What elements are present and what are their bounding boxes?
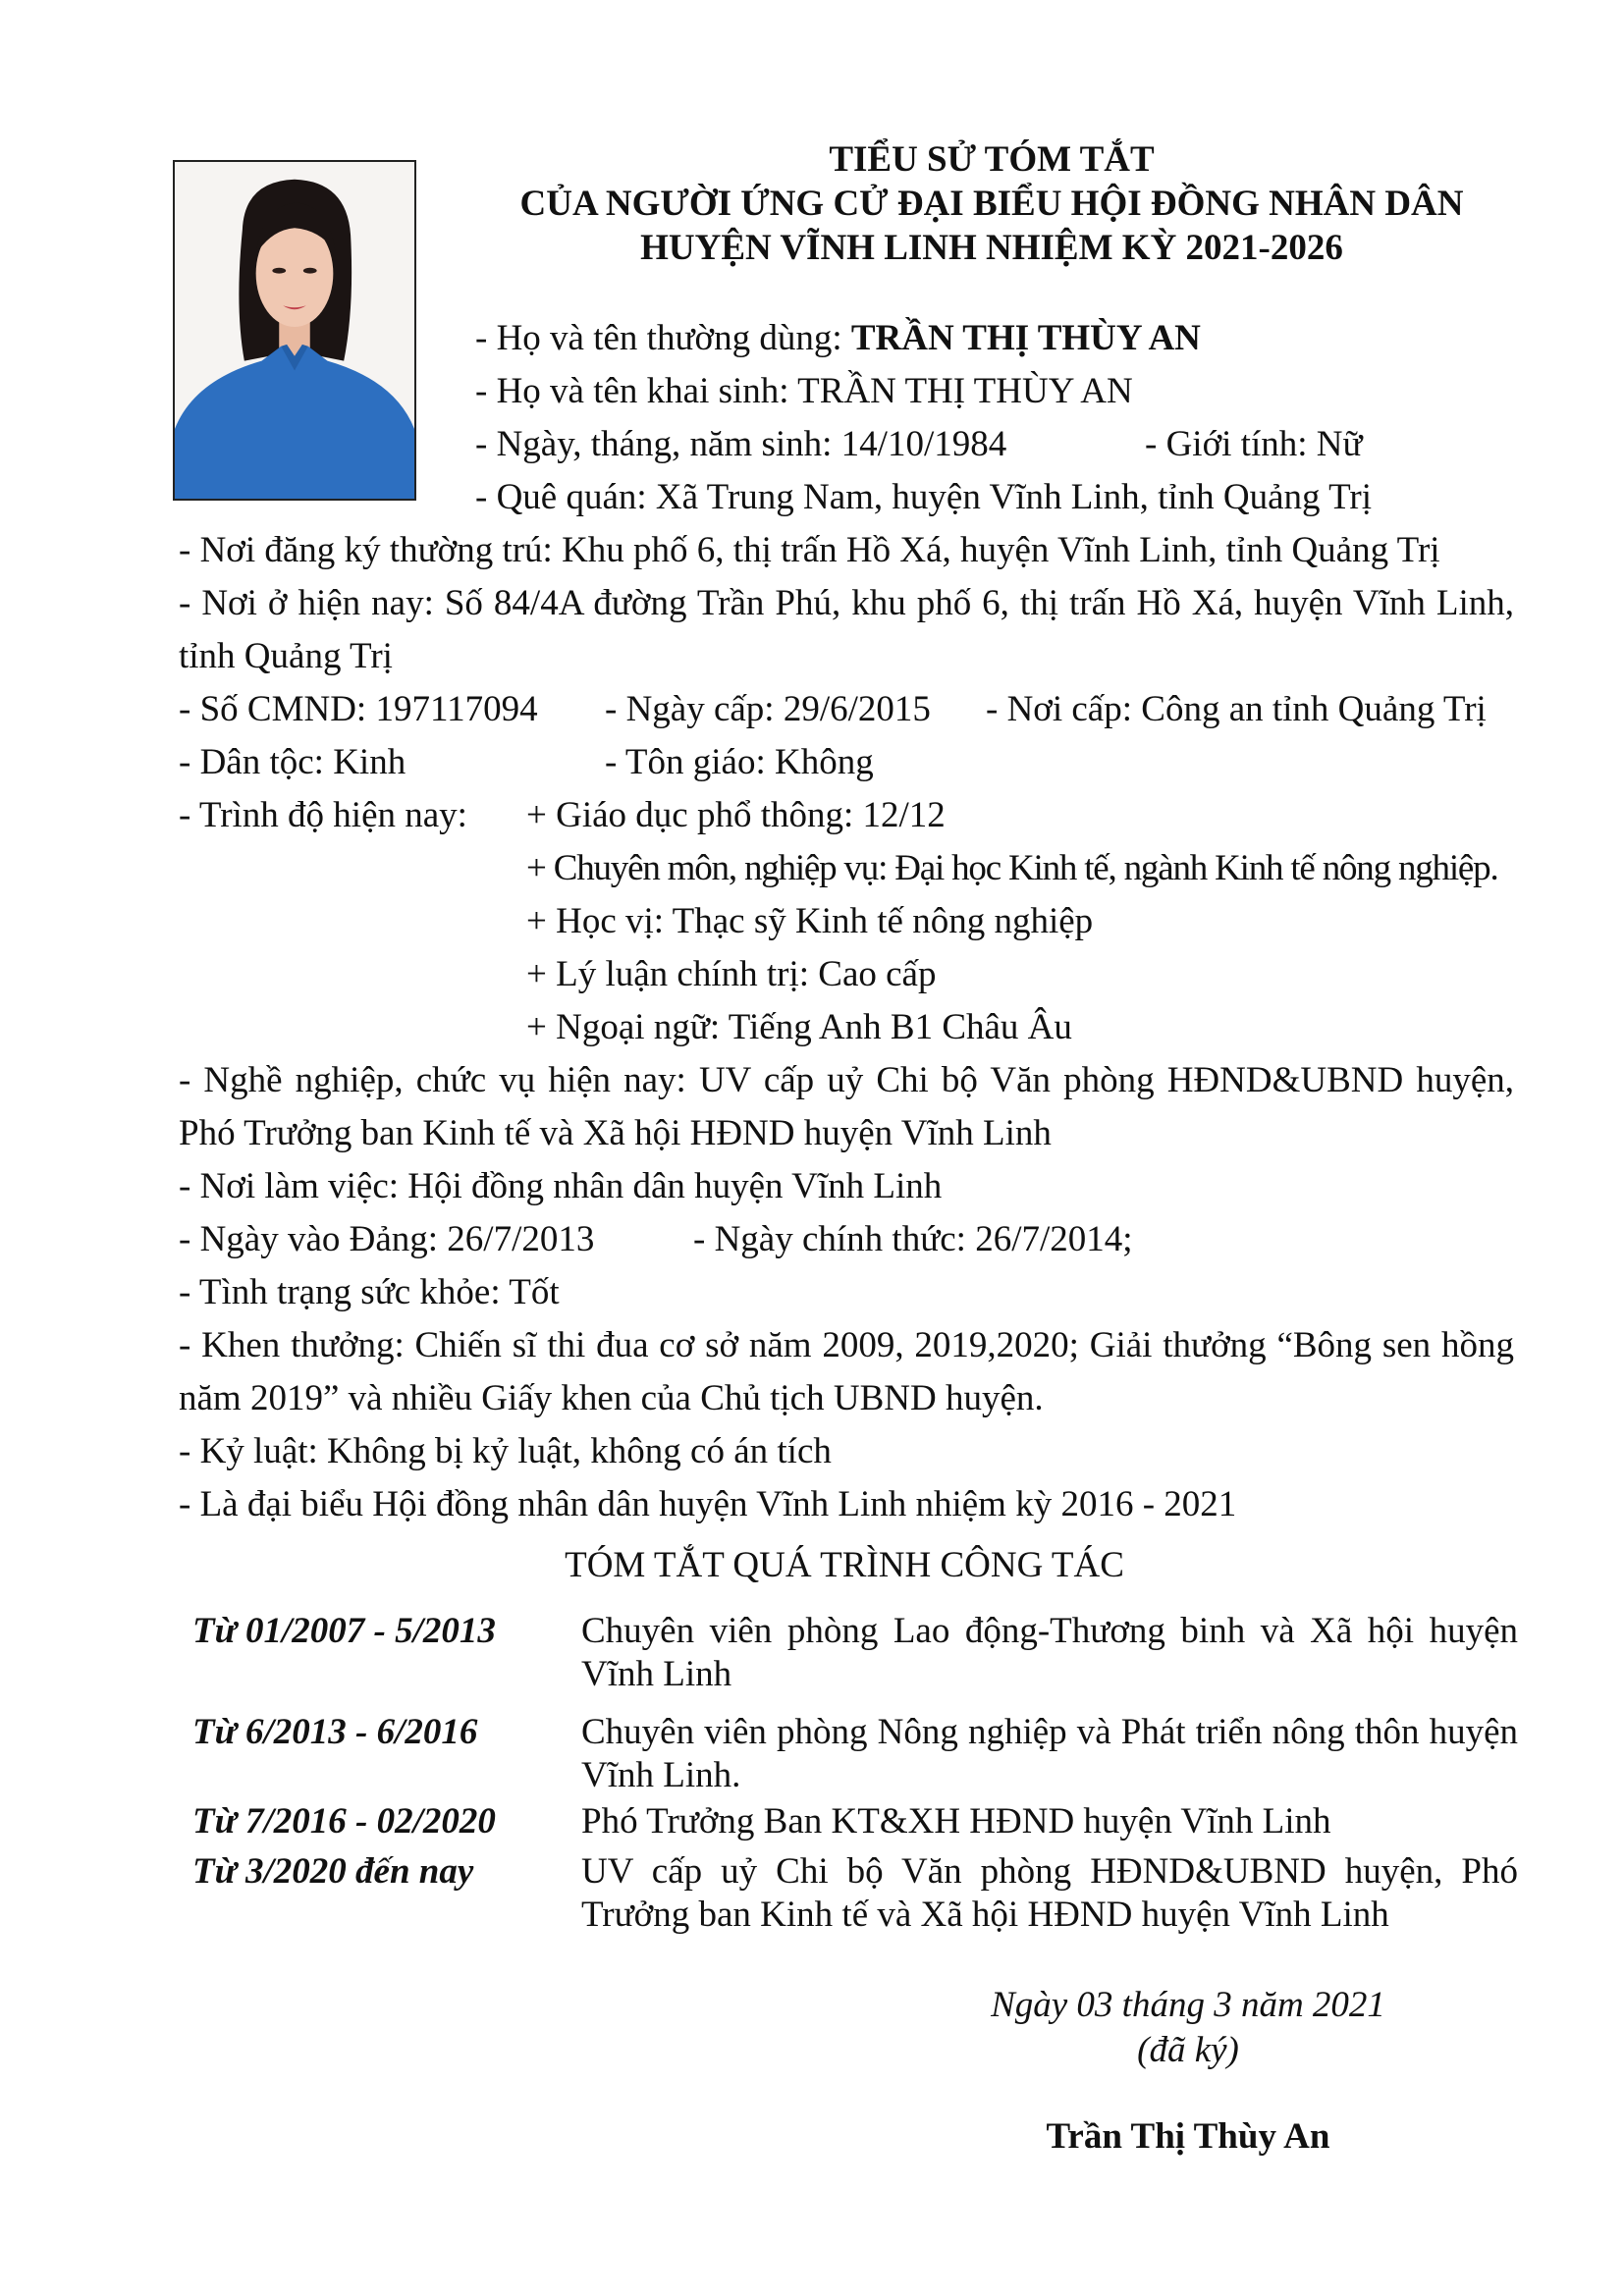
- education-degree: + Học vị: Thạc sỹ Kinh tế nông nghiệp: [526, 901, 1094, 941]
- date-of-birth: - Ngày, tháng, năm sinh: 14/10/1984: [475, 424, 1007, 464]
- portrait-photo: [173, 160, 416, 501]
- ethnicity: - Dân tộc: Kinh: [179, 742, 406, 782]
- education-political: + Lý luận chính trị: Cao cấp: [526, 954, 937, 994]
- title-line-3: HUYỆN VĨNH LINH NHIỆM KỲ 2021-2026: [640, 228, 1343, 268]
- education-general: + Giáo dục phổ thông: 12/12: [526, 795, 946, 835]
- signature-date: Ngày 03 tháng 3 năm 2021: [991, 1985, 1385, 2025]
- career-description: UV cấp uỷ Chi bộ Văn phòng HĐND&UBND huyện, Phó Trưởng ban Kinh tế và Xã hội HĐND huyện Vĩnh Linh: [581, 1851, 1518, 1935]
- career-period: Từ 01/2007 - 5/2013: [192, 1611, 496, 1651]
- education-label: - Trình độ hiện nay:: [179, 795, 467, 835]
- education-language: + Ngoại ngữ: Tiếng Anh B1 Châu Âu: [526, 1007, 1072, 1047]
- delegate-history: - Là đại biểu Hội đồng nhân dân huyện Vĩnh Linh nhiệm kỳ 2016 - 2021: [179, 1484, 1237, 1524]
- workplace: - Nơi làm việc: Hội đồng nhân dân huyện Vĩnh Linh: [179, 1166, 943, 1206]
- signature-status: (đã ký): [1137, 2030, 1239, 2070]
- common-name-value: TRẦN THỊ THÙY AN: [850, 318, 1201, 358]
- title-line-1: TIỂU SỬ TÓM TẮT: [829, 139, 1155, 180]
- current-residence: - Nơi ở hiện nay: Số 84/4A đường Trần Phú, khu phố 6, thị trấn Hồ Xá, huyện Vĩnh Linh, tỉnh Quảng Trị: [179, 583, 1514, 676]
- career-period: Từ 7/2016 - 02/2020: [192, 1801, 496, 1842]
- id-issue-place: - Nơi cấp: Công an tỉnh Quảng Trị: [986, 689, 1487, 729]
- gender: - Giới tính: Nữ: [1145, 424, 1363, 464]
- party-official-date: - Ngày chính thức: 26/7/2014;: [693, 1219, 1133, 1259]
- signer-name: Trần Thị Thùy An: [1046, 2116, 1330, 2157]
- signature-block: [943, 1983, 1434, 2073]
- birth-name: - Họ và tên khai sinh: TRẦN THỊ THÙY AN: [475, 371, 1133, 411]
- id-number: - Số CMND: 197117094: [179, 689, 538, 729]
- career-description: Phó Trưởng Ban KT&XH HĐND huyện Vĩnh Linh: [581, 1801, 1331, 1842]
- career-description: Chuyên viên phòng Lao động-Thương binh và Xã hội huyện Vĩnh Linh: [581, 1611, 1518, 1694]
- career-period: Từ 3/2020 đến nay: [192, 1851, 474, 1892]
- hometown: - Quê quán: Xã Trung Nam, huyện Vĩnh Linh, tỉnh Quảng Trị: [475, 477, 1373, 517]
- religion: - Tôn giáo: Không: [605, 742, 874, 782]
- permanent-residence: - Nơi đăng ký thường trú: Khu phố 6, thị trấn Hồ Xá, huyện Vĩnh Linh, tỉnh Quảng Trị: [179, 530, 1440, 570]
- career-heading: TÓM TẮT QUÁ TRÌNH CÔNG TÁC: [565, 1545, 1124, 1585]
- title-line-2: CỦA NGƯỜI ỨNG CỬ ĐẠI BIỂU HỘI ĐỒNG NHÂN DÂN: [519, 184, 1464, 224]
- occupation: - Nghề nghiệp, chức vụ hiện nay: UV cấp uỷ Chi bộ Văn phòng HĐND&UBND huyện, Phó Trưởng ban Kinh tế và Xã hội HĐND huyện Vĩnh Linh: [179, 1060, 1514, 1153]
- health-status: - Tình trạng sức khỏe: Tốt: [179, 1272, 560, 1312]
- party-join-date: - Ngày vào Đảng: 26/7/2013: [179, 1219, 595, 1259]
- discipline: - Kỷ luật: Không bị kỷ luật, không có án tích: [179, 1431, 832, 1471]
- career-period: Từ 6/2013 - 6/2016: [192, 1712, 478, 1752]
- portrait-icon: [175, 162, 414, 499]
- common-name-label: - Họ và tên thường dùng:: [475, 318, 851, 358]
- id-issue-date: - Ngày cấp: 29/6/2015: [605, 689, 931, 729]
- career-description: Chuyên viên phòng Nông nghiệp và Phát triển nông thôn huyện Vĩnh Linh.: [581, 1712, 1518, 1795]
- education-professional: + Chuyên môn, nghiệp vụ: Đại học Kinh tế, ngành Kinh tế nông nghiệp.: [526, 848, 1498, 888]
- common-name-row: [475, 312, 1201, 365]
- awards: - Khen thưởng: Chiến sĩ thi đua cơ sở năm 2009, 2019,2020; Giải thưởng “Bông sen hồng năm 2019” và nhiều Giấy khen của Chủ tịch UBND huyện.: [179, 1325, 1514, 1418]
- document-title: [422, 137, 1561, 270]
